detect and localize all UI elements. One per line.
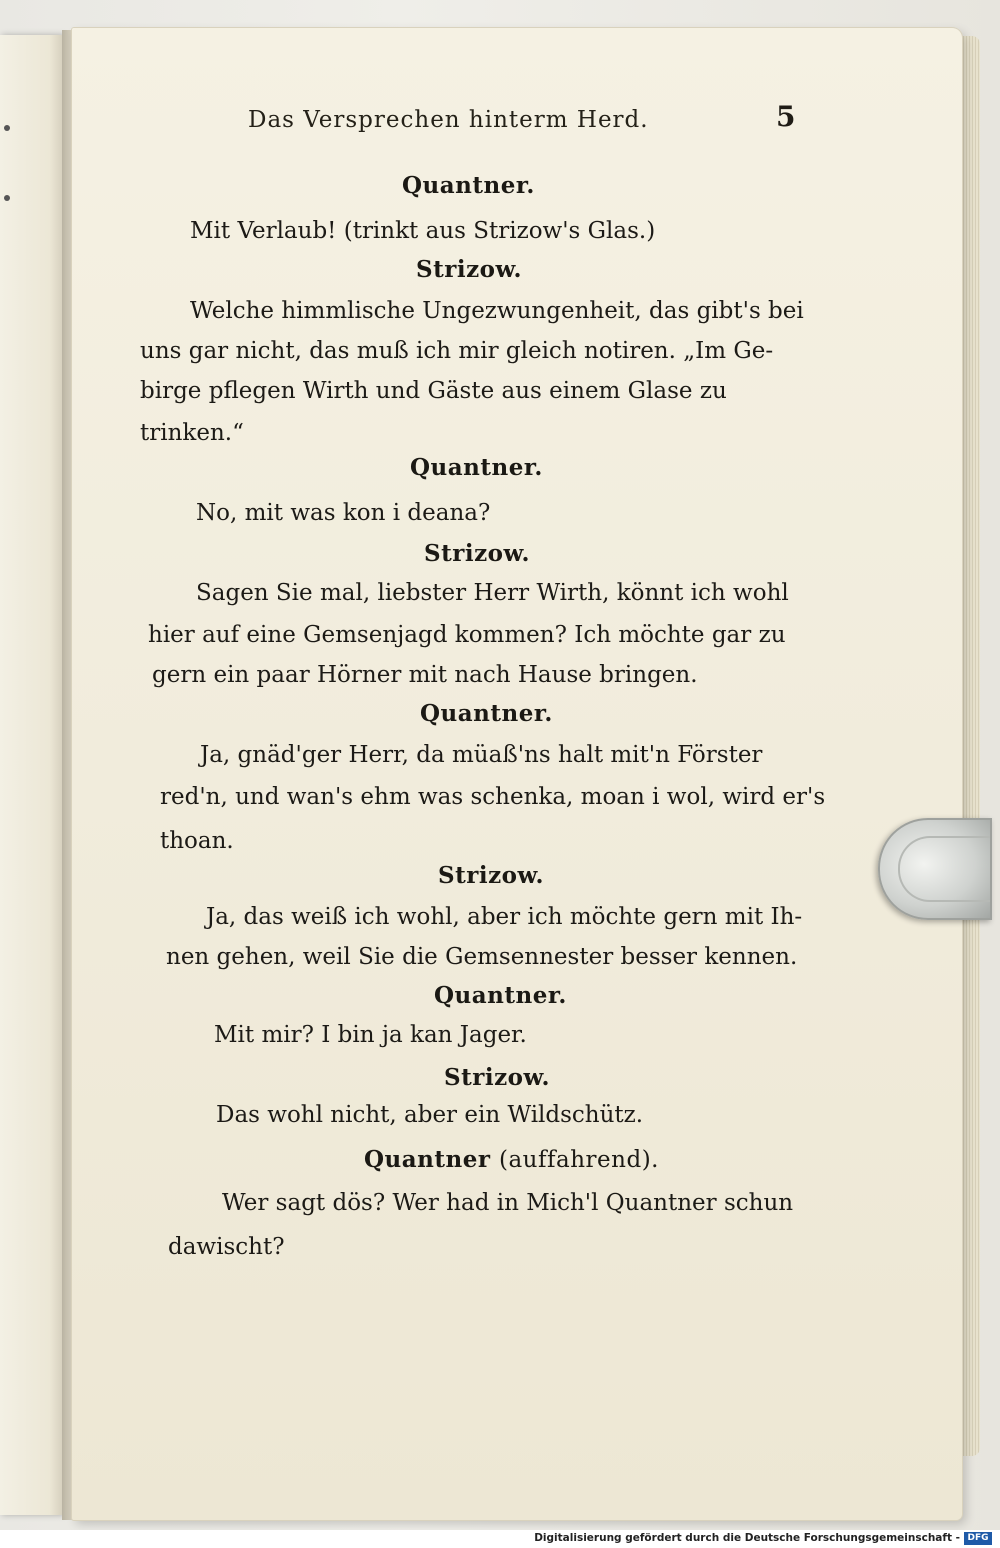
speaker-heading: [416, 256, 522, 283]
dialogue-line: hier auf eine Gemsenjagd kommen? Ich möchte gar zu: [148, 622, 786, 648]
dialogue-line: Mit mir? I bin ja kan Jager.: [214, 1022, 527, 1048]
speaker-name: Quantner.: [402, 172, 535, 199]
running-head: Das Versprechen hinterm Herd.: [248, 107, 649, 133]
dialogue-line: gern ein paar Hörner mit nach Hause bringen.: [152, 662, 698, 688]
page-mark: [4, 195, 10, 201]
speaker-name: Strizow.: [438, 862, 544, 889]
speaker-name: Strizow.: [424, 540, 530, 567]
dialogue-line: red'n, und wan's ehm was schenka, moan i wol, wird er's: [160, 784, 826, 810]
dialogue-line: nen gehen, weil Sie die Gemsennester besser kennen.: [166, 944, 798, 970]
dialogue-line: No, mit was kon i deana?: [196, 500, 491, 526]
dialogue-line: uns gar nicht, das muß ich mir gleich notiren. „Im Ge-: [140, 338, 774, 364]
dialogue-line: Wer sagt dös? Wer had in Mich'l Quantner schun: [222, 1190, 794, 1216]
book-page: [72, 28, 962, 1520]
speaker-heading: [424, 540, 530, 567]
funding-credit: Digitalisierung gefördert durch die Deutsche Forschungsgemeinschaft -: [534, 1532, 960, 1544]
speaker-heading: [410, 454, 543, 481]
speaker-heading: [438, 862, 544, 889]
dialogue-line: trinken.“: [140, 420, 244, 446]
page-mark: [4, 125, 10, 131]
dialogue-line: Ja, gnäd'ger Herr, da müaß'ns halt mit'n Förster: [200, 742, 763, 768]
dialogue-line: thoan.: [160, 828, 234, 854]
dialogue-line: Welche himmlische Ungezwungenheit, das gibt's bei: [190, 298, 804, 324]
speaker-name: Quantner.: [420, 700, 553, 727]
dfg-logo: DFG: [964, 1532, 992, 1545]
dialogue-line: Ja, das weiß ich wohl, aber ich möchte gern mit Ih-: [206, 904, 803, 930]
page-number: 5: [776, 100, 796, 133]
dialogue-line: Sagen Sie mal, liebster Herr Wirth, könnt ich wohl: [196, 580, 789, 606]
speaker-name: Strizow.: [444, 1064, 550, 1091]
speaker-heading: [434, 982, 567, 1009]
speaker-name: Quantner.: [410, 454, 543, 481]
speaker-heading: [402, 172, 535, 199]
paper-clip: [878, 818, 992, 920]
speaker-name: Quantner.: [434, 982, 567, 1009]
speaker-heading: [364, 1146, 659, 1173]
dialogue-line: Das wohl nicht, aber ein Wildschütz.: [216, 1102, 644, 1128]
dialogue-line: birge pflegen Wirth und Gäste aus einem Glase zu: [140, 378, 727, 404]
paper-clip-loop: [898, 836, 990, 902]
speaker-name: Strizow.: [416, 256, 522, 283]
speaker-name: Quantner: [364, 1146, 491, 1173]
speaker-heading: [444, 1064, 550, 1091]
stage-direction: (auffahrend).: [499, 1147, 659, 1173]
dialogue-line: dawischt?: [168, 1234, 285, 1260]
facing-page-edge: [0, 35, 63, 1515]
speaker-heading: [420, 700, 553, 727]
dialogue-line: Mit Verlaub! (trinkt aus Strizow's Glas.): [190, 218, 656, 244]
